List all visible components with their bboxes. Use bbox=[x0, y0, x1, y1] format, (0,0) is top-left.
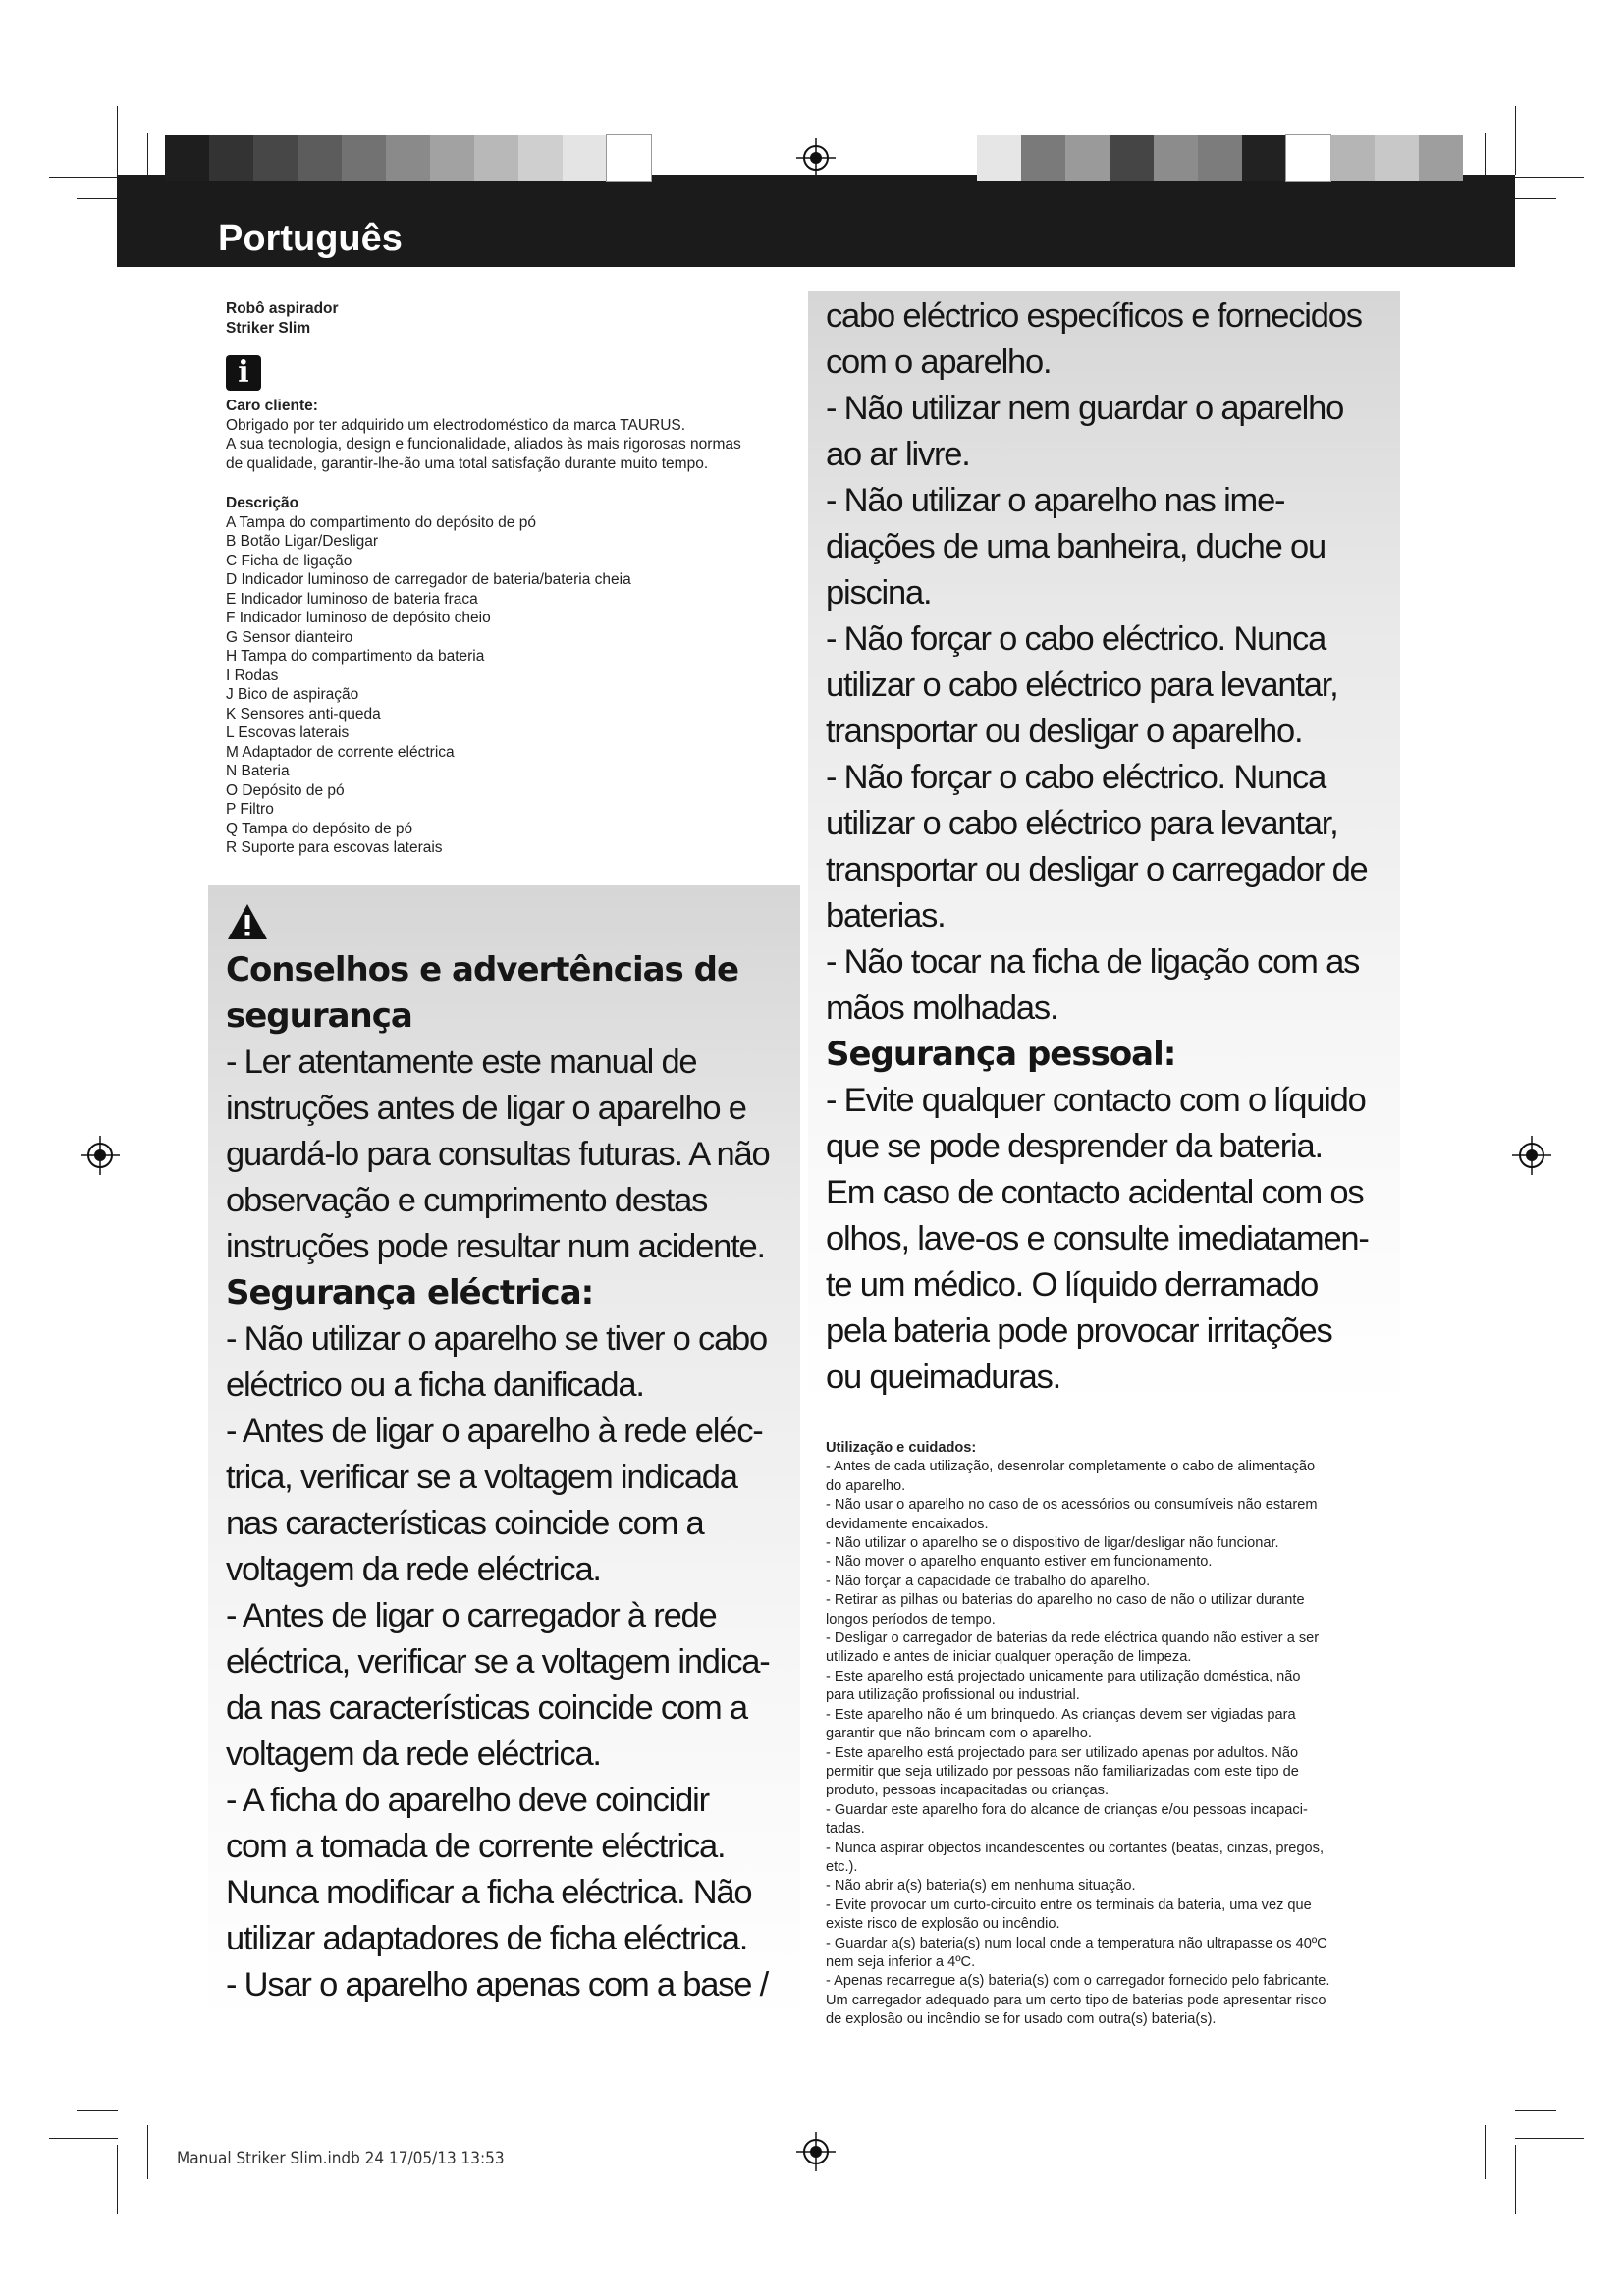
greeting: Caro cliente: bbox=[226, 398, 318, 414]
description-item: A Tampa do compartimento do depósito de pó bbox=[226, 513, 536, 531]
safety-text-right bbox=[826, 294, 1415, 1401]
safety-line: - Não utilizar o aparelho se tiver o cabo bbox=[226, 1320, 768, 1358]
safety-line: que se pode desprender da bateria. bbox=[826, 1128, 1323, 1165]
safety-line: transportar ou desligar o aparelho. bbox=[826, 713, 1303, 750]
usage-line: etc.). bbox=[826, 1858, 858, 1875]
usage-line: - Não forçar a capacidade de trabalho do aparelho. bbox=[826, 1573, 1151, 1589]
usage-line: garantir que não brincam com o aparelho. bbox=[826, 1726, 1092, 1742]
usage-title: Utilização e cuidados: bbox=[826, 1440, 977, 1456]
crop-mark bbox=[49, 2138, 118, 2139]
description-item: O Depósito de pó bbox=[226, 781, 345, 799]
color-swatch bbox=[1419, 135, 1463, 181]
safety-line: voltagem da rede eléctrica. bbox=[226, 1551, 601, 1588]
usage-line: - Guardar a(s) bateria(s) num local onde a temperatura não ultrapasse os 40ºC bbox=[826, 1935, 1327, 1951]
electric-safety-lines bbox=[226, 1316, 815, 2008]
usage-line: longos períodos de tempo. bbox=[826, 1611, 996, 1628]
description-title: Descrição bbox=[226, 495, 299, 511]
safety-line: diações de uma banheira, duche ou bbox=[826, 528, 1326, 565]
color-swatch bbox=[430, 135, 474, 181]
safety-line: piscina. bbox=[826, 574, 932, 612]
registration-target-icon bbox=[81, 1136, 120, 1175]
color-swatch bbox=[563, 135, 607, 181]
safety-continued-lines bbox=[826, 294, 1415, 1032]
color-swatch bbox=[1375, 135, 1419, 181]
safety-line: - Antes de ligar o aparelho à rede eléc- bbox=[226, 1413, 763, 1450]
description-item: C Ficha de ligação bbox=[226, 552, 352, 569]
usage-line: - Não abrir a(s) bateria(s) em nenhuma situação. bbox=[826, 1878, 1136, 1895]
crop-mark bbox=[49, 177, 118, 178]
color-swatch bbox=[342, 135, 386, 181]
safety-line: te um médico. O líquido derramado bbox=[826, 1266, 1319, 1304]
safety-line: utilizar o cabo eléctrico para levantar, bbox=[826, 667, 1338, 704]
description-item: L Escovas laterais bbox=[226, 724, 350, 741]
page-title: Português bbox=[218, 218, 403, 259]
safety-line: voltagem da rede eléctrica. bbox=[226, 1735, 601, 1773]
crop-mark bbox=[1515, 2110, 1556, 2111]
usage-lines bbox=[826, 1458, 1400, 2029]
crop-mark bbox=[1485, 2125, 1486, 2179]
description-item: Q Tampa do depósito de pó bbox=[226, 820, 413, 837]
crop-mark bbox=[117, 2145, 118, 2214]
color-swatch bbox=[518, 135, 563, 181]
safety-line: baterias. bbox=[826, 897, 946, 934]
usage-line: tadas. bbox=[826, 1821, 865, 1838]
usage-line: do aparelho. bbox=[826, 1477, 906, 1494]
electric-safety-heading: Segurança eléctrica: bbox=[226, 1273, 594, 1312]
usage-line: - Evite provocar um curto-circuito entre os terminais da bateria, uma vez que bbox=[826, 1896, 1312, 1913]
intro-text bbox=[226, 397, 795, 473]
usage-line: - Nunca aspirar objectos incandescentes ou cortantes (beatas, cinzas, pregos, bbox=[826, 1840, 1325, 1856]
description-item: H Tampa do compartimento da bateria bbox=[226, 648, 485, 665]
safety-line: - Não utilizar nem guardar o aparelho bbox=[826, 390, 1344, 427]
color-swatch bbox=[253, 135, 298, 181]
description-item: K Sensores anti-queda bbox=[226, 705, 381, 722]
product-category: Robô aspirador bbox=[226, 300, 339, 317]
usage-line: - Desligar o carregador de baterias da rede eléctrica quando não estiver a ser bbox=[826, 1630, 1320, 1647]
usage-line: utilizado e antes de iniciar qualquer operação de limpeza. bbox=[826, 1649, 1192, 1666]
safety-heading-cont: segurança bbox=[226, 996, 412, 1036]
usage-line: - Este aparelho está projectado unicamente para utilização doméstica, não bbox=[826, 1668, 1301, 1684]
crop-mark bbox=[1515, 106, 1516, 175]
product-model: Striker Slim bbox=[226, 319, 311, 337]
info-icon: i bbox=[226, 355, 261, 391]
crop-mark bbox=[1515, 177, 1584, 178]
description-item: I Rodas bbox=[226, 667, 279, 684]
safety-line: eléctrico ou a ficha danificada. bbox=[226, 1366, 644, 1404]
color-swatch bbox=[1110, 135, 1154, 181]
description-item: R Suporte para escovas laterais bbox=[226, 839, 443, 856]
description-item: J Bico de aspiração bbox=[226, 686, 359, 703]
color-swatch bbox=[1154, 135, 1198, 181]
safety-line: Em caso de contacto acidental com os bbox=[826, 1174, 1364, 1211]
description-item: M Adaptador de corrente eléctrica bbox=[226, 743, 455, 761]
safety-line: eléctrica, verificar se a voltagem indica- bbox=[226, 1643, 770, 1681]
description-item: G Sensor dianteiro bbox=[226, 628, 353, 646]
crop-mark bbox=[1515, 2138, 1584, 2139]
usage-line: - Apenas recarregue a(s) bateria(s) com o carregador fornecido pelo fabricante. bbox=[826, 1973, 1330, 1990]
safety-line: - A ficha do aparelho deve coincidir bbox=[226, 1782, 709, 1819]
personal-safety-heading: Segurança pessoal: bbox=[826, 1035, 1176, 1074]
crop-mark bbox=[1515, 2145, 1516, 2214]
color-swatch bbox=[607, 135, 651, 181]
safety-line: trica, verificar se a voltagem indicada bbox=[226, 1459, 737, 1496]
description-item: F Indicador luminoso de depósito cheio bbox=[226, 610, 491, 626]
safety-line: nas características coincide com a bbox=[226, 1505, 704, 1542]
safety-line: - Evite qualquer contacto com o líquido bbox=[826, 1082, 1366, 1119]
safety-line: instruções pode resultar num acidente. bbox=[226, 1228, 765, 1265]
safety-line: com a tomada de corrente eléctrica. bbox=[226, 1828, 726, 1865]
usage-line: nem seja inferior a 4ºC. bbox=[826, 1953, 976, 1970]
crop-mark bbox=[77, 198, 118, 199]
safety-line: olhos, lave-os e consulte imediatamen- bbox=[826, 1220, 1369, 1257]
safety-line: utilizar o cabo eléctrico para levantar, bbox=[826, 805, 1338, 842]
safety-line: - Não utilizar o aparelho nas ime- bbox=[826, 482, 1285, 519]
safety-line: - Ler atentamente este manual de bbox=[226, 1043, 697, 1081]
description-items bbox=[226, 513, 776, 858]
description-item: P Filtro bbox=[226, 801, 274, 818]
registration-target-icon bbox=[796, 2132, 836, 2171]
safety-line: utilizar adaptadores de ficha eléctrica. bbox=[226, 1920, 748, 1957]
description-item: E Indicador luminoso de bateria fraca bbox=[226, 590, 478, 608]
intro-line: de qualidade, garantir-lhe-ão uma total satisfação durante muito tempo. bbox=[226, 454, 709, 472]
safety-line: - Usar o aparelho apenas com a base / bbox=[226, 1966, 769, 2003]
color-swatch bbox=[1286, 135, 1330, 181]
registration-target-icon bbox=[1512, 1136, 1551, 1175]
safety-general-lines bbox=[226, 1040, 815, 1270]
usage-line: - Guardar este aparelho fora do alcance de crianças e/ou pessoas incapaci- bbox=[826, 1801, 1308, 1818]
safety-line: guardá-lo para consultas futuras. A não bbox=[226, 1136, 770, 1173]
safety-line: - Não forçar o cabo eléctrico. Nunca bbox=[826, 759, 1326, 796]
crop-mark bbox=[147, 2125, 148, 2179]
safety-line: cabo eléctrico específicos e fornecidos bbox=[826, 297, 1362, 335]
safety-line: da nas características coincide com a bbox=[226, 1689, 747, 1727]
color-swatch bbox=[165, 135, 209, 181]
intro-line: A sua tecnologia, design e funcionalidade, aliados às mais rigorosas normas bbox=[226, 436, 741, 453]
intro-line: Obrigado por ter adquirido um electrodoméstico da marca TAURUS. bbox=[226, 416, 686, 434]
usage-line: - Não mover o aparelho enquanto estiver em funcionamento. bbox=[826, 1554, 1213, 1571]
color-swatch bbox=[209, 135, 253, 181]
color-swatch bbox=[1330, 135, 1375, 181]
usage-line: permitir que seja utilizado por pessoas não familiarizadas com este tipo de bbox=[826, 1763, 1299, 1780]
personal-safety-lines bbox=[826, 1078, 1415, 1401]
usage-line: - Retirar as pilhas ou baterias do aparelho no caso de não o utilizar durante bbox=[826, 1592, 1305, 1609]
color-swatch bbox=[386, 135, 430, 181]
usage-line: - Este aparelho está projectado para ser utilizado apenas por adultos. Não bbox=[826, 1744, 1299, 1761]
color-swatch bbox=[474, 135, 518, 181]
safety-line: observação e cumprimento destas bbox=[226, 1182, 708, 1219]
usage-section bbox=[826, 1439, 1400, 2030]
safety-heading: Conselhos e advertências de bbox=[226, 950, 739, 989]
usage-line: - Não usar o aparelho no caso de os acessórios ou consumíveis não estarem bbox=[826, 1497, 1318, 1514]
safety-line: ao ar livre. bbox=[826, 436, 970, 473]
usage-line: existe risco de explosão ou incêndio. bbox=[826, 1916, 1060, 1933]
usage-line: devidamente encaixados. bbox=[826, 1516, 989, 1532]
product-heading bbox=[226, 299, 776, 338]
safety-line: instruções antes de ligar o aparelho e bbox=[226, 1090, 746, 1127]
safety-line: com o aparelho. bbox=[826, 344, 1052, 381]
description-item: B Botão Ligar/Desligar bbox=[226, 533, 379, 550]
description-item: N Bateria bbox=[226, 763, 290, 779]
footer-slug: Manual Striker Slim.indb 24 17/05/13 13:53 bbox=[177, 2149, 505, 2168]
usage-line: - Este aparelho não é um brinquedo. As crianças devem ser vigiadas para bbox=[826, 1706, 1296, 1723]
color-swatch bbox=[1021, 135, 1065, 181]
usage-line: - Não utilizar o aparelho se o dispositivo de ligar/desligar não funcionar. bbox=[826, 1535, 1279, 1552]
registration-target-icon bbox=[796, 138, 836, 178]
safety-line: pela bateria pode provocar irritações bbox=[826, 1312, 1332, 1350]
crop-mark bbox=[117, 106, 118, 175]
color-swatch bbox=[977, 135, 1021, 181]
safety-text-left bbox=[226, 947, 815, 2008]
color-swatch bbox=[1198, 135, 1242, 181]
description-item: D Indicador luminoso de carregador de bateria/bateria cheia bbox=[226, 571, 631, 588]
usage-line: produto, pessoas incapacitadas ou crianças. bbox=[826, 1783, 1109, 1799]
description-list bbox=[226, 494, 776, 858]
safety-line: Nunca modificar a ficha eléctrica. Não bbox=[226, 1874, 752, 1911]
safety-line: ou queimaduras. bbox=[826, 1359, 1060, 1396]
crop-mark bbox=[1515, 198, 1556, 199]
safety-line: transportar ou desligar o carregador de bbox=[826, 851, 1368, 888]
safety-line: - Não forçar o cabo eléctrico. Nunca bbox=[826, 620, 1326, 658]
color-swatch bbox=[298, 135, 342, 181]
safety-line: mãos molhadas. bbox=[826, 989, 1058, 1027]
usage-line: de explosão ou incêndio se for usado com outra(s) bateria(s). bbox=[826, 2011, 1217, 2028]
usage-line: - Antes de cada utilização, desenrolar completamente o cabo de alimentação bbox=[826, 1459, 1316, 1475]
safety-line: - Antes de ligar o carregador à rede bbox=[226, 1597, 717, 1634]
warning-icon bbox=[226, 901, 269, 942]
color-swatch bbox=[1065, 135, 1110, 181]
usage-line: Um carregador adequado para um certo tipo de baterias pode apresentar risco bbox=[826, 1992, 1326, 2008]
color-swatch bbox=[1242, 135, 1286, 181]
safety-line: - Não tocar na ficha de ligação com as bbox=[826, 943, 1360, 981]
usage-line: para utilização profissional ou industrial. bbox=[826, 1687, 1080, 1704]
crop-mark bbox=[77, 2110, 118, 2111]
